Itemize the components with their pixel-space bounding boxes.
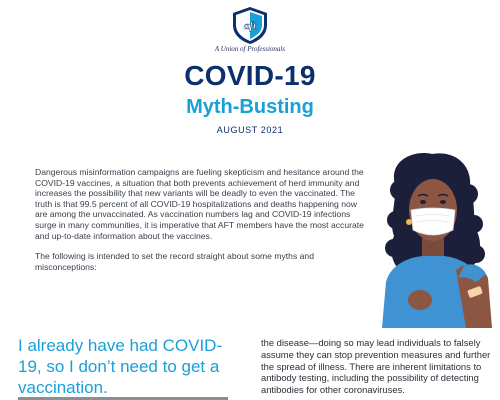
page-subtitle: Myth-Busting: [186, 96, 314, 118]
logo-text: aft: [243, 20, 257, 32]
myth-1-body: the disease—doing so may lead individuals to falsely assume they can stop prevention measures and further the spread of illness. There are inherent limitations to antibody testing, including the possibility of detecting antibodies for other coronaviruses.: [261, 337, 491, 396]
intro-paragraph-1: Dangerous misinformation campaigns are fueling skepticism and hesitance around the COVID-19 vaccines, a situation that both prevents achievement of herd immunity and increases the possibility that new variants will be deadly to even the vaccinated. The truth is that 99.5 percent of all COVID-19 hospitalizations and deaths happening now are among the unvaccinated. As vaccination numbers lag and COVID-19 infections surge in many communities, it is imperative that AFT members have the most accurate and up-to-date information about the vaccines.: [35, 167, 364, 241]
tagline: A Union of Professionals: [214, 45, 286, 53]
myth-1-text-cutoff: [18, 396, 228, 400]
aft-logo-icon: [230, 5, 270, 45]
publication-date: AUGUST 2021: [216, 125, 284, 135]
myth-1-title: I already have had COVID-19, so I don’t need to get a vaccination.: [18, 336, 223, 397]
intro-paragraph-2: The following is intended to set the record straight about some myths and misconceptions:: [35, 251, 314, 272]
intro-text: [35, 167, 370, 282]
page-title: COVID-19: [184, 60, 316, 91]
masked-woman-illustration: [364, 150, 500, 328]
